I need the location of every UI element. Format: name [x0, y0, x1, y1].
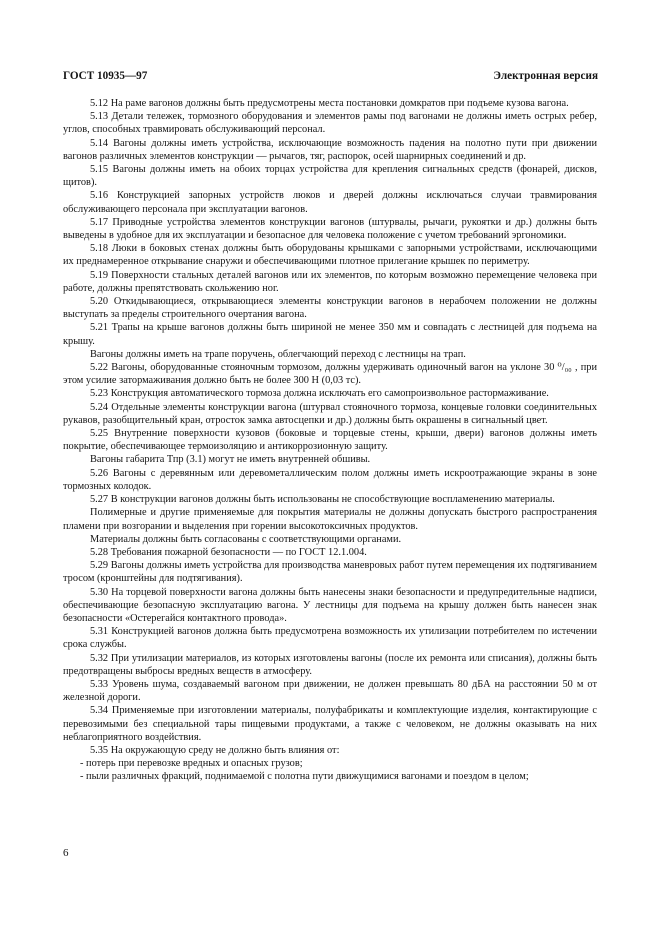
paragraph: 5.14 Вагоны должны иметь устройства, исключающие возможность падения на полотно пути при движении вагонов различных элементов конструкции — рычагов, тяг, распорок, осей шарнирных соединений и др. [63, 137, 597, 162]
paragraph: 5.15 Вагоны должны иметь на обоих торцах устройства для крепления сигнальных средств (фонарей, дисков, щитов). [63, 164, 597, 189]
paragraph: 5.33 Уровень шума, создаваемый вагоном при движении, не должен превышать 80 дБА на расстоянии 50 м от железной дороги. [63, 678, 597, 704]
paragraph: 5.21 Трапы на крыше вагонов должны быть шириной не менее 350 мм и совпадать с лестницей для подъема на крышу. [63, 322, 597, 347]
paragraph: 5.26 Вагоны с деревянным или деревометаллическим полом должны иметь искроотражающие экраны в зоне тормозных колодок. [63, 467, 597, 492]
paragraph: 5.16 Конструкцией запорных устройств люков и дверей должны исключаться случаи травмирования обслуживающего персонала при эксплуатации вагонов. [63, 190, 597, 215]
edition-label: Электронная версия [493, 70, 598, 82]
paragraph: 5.32 При утилизации материалов, из которых изготовлены вагоны (после их ремонта или списания), должны быть предотвращены выбросы вредных веществ в атмосферу. [63, 652, 597, 677]
paragraph: 5.27 В конструкции вагонов должны быть использованы не способствующие воспламенению материалы. [90, 494, 555, 506]
paragraph: 5.17 Приводные устройства элементов конструкции вагонов (штурвалы, рычаги, рукоятки и др.) должны быть выведены в удобное для их эксплуатации и безопасное для человека положение с учетом требований эргономики. [63, 216, 597, 242]
paragraph: 5.34 Применяемые при изготовлении материалы, полуфабрикаты и комплектующие изделия, контактирующие с перевозимыми без специальной тары пищевыми продуктами, а также с человеком, не должны оказывать на них неблагоприятного воздействия. [63, 705, 597, 743]
paragraph: 5.31 Конструкцией вагонов должна быть предусмотрена возможность их утилизации потребителем по истечении срока службы. [63, 626, 597, 651]
paragraph: 5.18 Люки в боковых стенах должны быть оборудованы крышками с запорными устройствами, исключающими их преднамеренное открывание снаружи и обеспечивающими плотное прилегание крышек по периметру. [63, 243, 597, 268]
paragraph: Полимерные и другие применяемые для покрытия материалы не должны допускать быстрого распространения пламени при возгорании и выделения при горении высокотоксичных продуктов. [63, 507, 597, 532]
list-item: - пыли различных фракций, поднимаемой с полотна пути движущимися вагонами и поездом в целом; [80, 771, 529, 783]
paragraph: 5.13 Детали тележек, тормозного оборудования и элементов рамы под вагонами не должны иметь острых ребер, углов, способных травмировать обслуживающий персонал. [63, 111, 597, 136]
paragraph: 5.19 Поверхности стальных деталей вагонов или их элементов, по которым возможно перемещение человека при работе, должны препятствовать скольжению ног. [63, 269, 597, 294]
document-id: ГОСТ 10935—97 [63, 70, 148, 82]
paragraph: 5.20 Откидывающиеся, открывающиеся элементы конструкции вагонов в нерабочем положении не должны выступать за пределы строительного очертания вагона. [63, 296, 597, 321]
paragraph: 5.23 Конструкция автоматического тормоза должна исключать его самопроизвольное растормаживание. [90, 388, 549, 400]
paragraph: Вагоны габарита Тпр (3.1) могут не иметь внутренней обшивы. [90, 454, 371, 466]
paragraph: 5.25 Внутренние поверхности кузовов (боковые и торцевые стены, крыши, двери) вагонов должны иметь покрытие, обеспечивающее термоизоляцию и антикоррозионную защиту. [63, 428, 597, 453]
paragraph: 5.22 Вагоны, оборудованные стояночным тормозом, должны удерживать одиночный вагон на уклоне 30 ⁰/₀₀ , при этом усилие затормаживания должно быть не более 300 Н (0,03 тс). [63, 362, 597, 387]
list-item: - потерь при перевозке вредных и опасных грузов; [80, 758, 303, 770]
page-number: 6 [63, 847, 69, 859]
paragraph: 5.30 На торцевой поверхности вагона должны быть нанесены знаки безопасности и предупредительные надписи, обеспечивающие безопасную эксплуатацию вагона. У лестницы для подъема на крышу должен быть нанесен знак безопасности «Остерегайся контактного провода». [63, 586, 597, 624]
paragraph: 5.35 На окружающую среду не должно быть влияния от: [90, 744, 340, 756]
paragraph: 5.24 Отдельные элементы конструкции вагона (штурвал стояночного тормоза, концевые головки соединительных рукавов, разобщительный кран, отросток замка автосцепки и др.) должны быть окрашены в сигнальный цвет. [63, 401, 597, 426]
paragraph: Вагоны должны иметь на трапе поручень, облегчающий переход с лестницы на трап. [90, 348, 466, 360]
paragraph: Материалы должны быть согласованы с соответствующими органами. [90, 533, 402, 545]
document-body [63, 97, 597, 784]
paragraph: 5.29 Вагоны должны иметь устройства для производства маневровых работ путем перемещения их подтягиванием тросом (кронштейны для подтягивания). [63, 560, 597, 585]
paragraph: 5.28 Требования пожарной безопасности — по ГОСТ 12.1.004. [90, 546, 367, 558]
paragraph: 5.12 На раме вагонов должны быть предусмотрены места постановки домкратов при подъеме кузова вагона. [90, 98, 569, 109]
page-header [63, 70, 598, 82]
